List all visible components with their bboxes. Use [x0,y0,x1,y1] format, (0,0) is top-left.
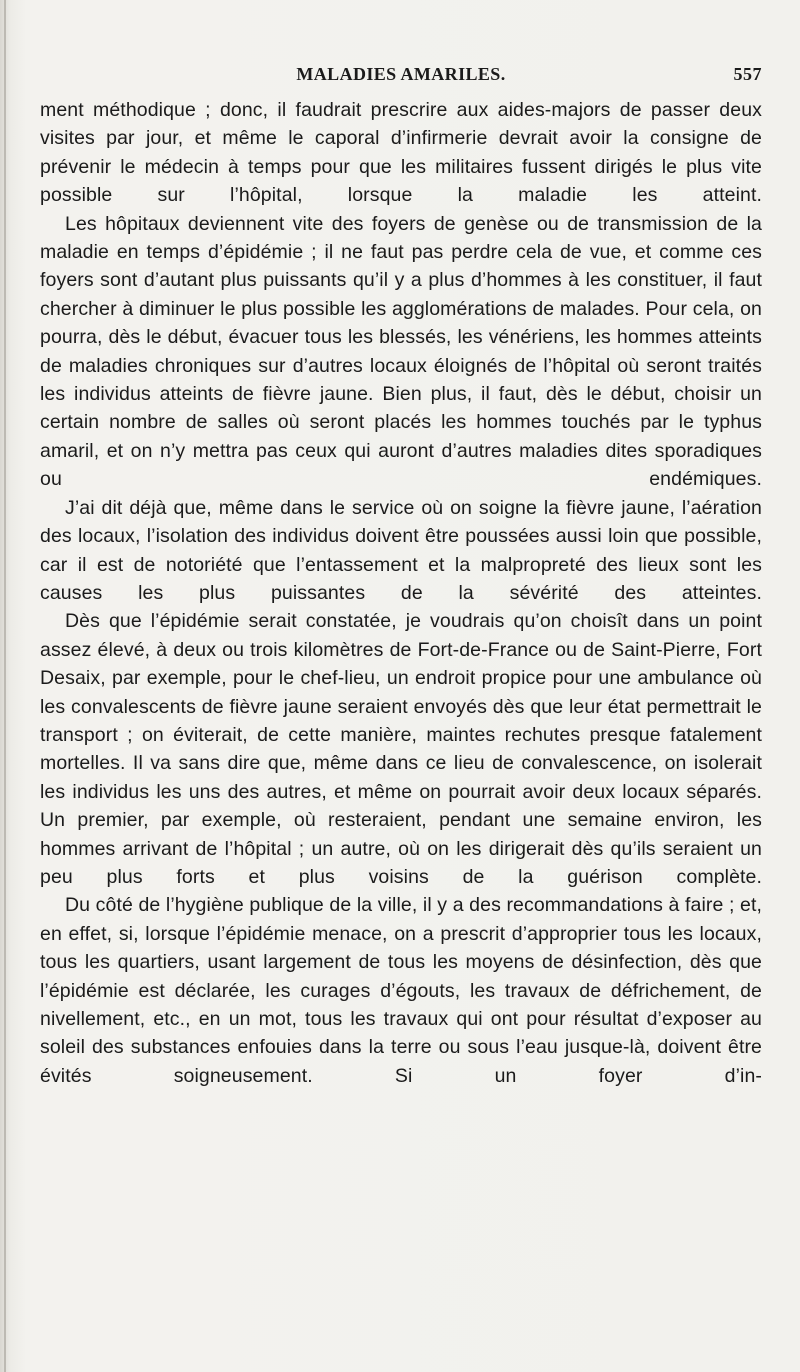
paragraph-1: ment méthodique ; donc, il faudrait prescrire aux aides-majors de passer deux visites par jour, et même le caporal d’infirmerie devrait avoir la consigne de prévenir le médecin à temps pour que les militaires fussent dirigés le plus vite possible sur l’hôpital, lorsque la maladie les atteint. [40,99,762,207]
running-header [40,62,762,86]
page-spine-shadow [4,0,6,1372]
paragraph-4: Dès que l’épidémie serait constatée, je voudrais qu’on choisît dans un point assez élevé, à deux ou trois kilomètres de Fort-de-France ou de Saint-Pierre, Fort Desaix, par exemple, pour le chef-lieu, un endroit propice pour une ambulance où les convalescents de fièvre jaune seraient envoyés dès que leur état permettrait le transport ; on éviterait, de cette manière, maintes rechutes presque fatalement mortelles. Il va sans dire que, même dans ce lieu de convalescence, on isolerait les individus les uns des autres, et même on pourrait avoir deux locaux séparés. Un premier, par exemple, où resteraient, pendant une semaine environ, les hommes arrivant de l’hôpital ; un autre, où on les dirigerait dès qu’ils seraient un peu plus forts et plus voisins de la guérison complète. [40,610,762,888]
paragraph-3: J’ai dit déjà que, même dans le service où on soigne la fièvre jaune, l’aération des locaux, l’isolation des individus doivent être poussées aussi loin que possible, car il est de notoriété que l’entassement et la malpropreté des lieux sont les causes les plus puissantes de la sévérité des atteintes. [40,496,762,604]
body-text [40,96,762,1090]
running-title: MALADIES AMARILES. [296,64,506,84]
paragraph-5: Du côté de l’hygiène publique de la ville, il y a des recommandations à faire ; et, en effet, si, lorsque l’épidémie menace, on a prescrit d’approprier tous les locaux, tous les quartiers, usant largement de tous les moyens de désinfection, dès que l’épidémie est déclarée, les curages d’égouts, les travaux de défrichement, de nivellement, etc., en un mot, tous les travaux qui ont pour résultat d’exposer au soleil des substances enfouies dans la terre ou sous l’eau jusque-là, doivent être évités soigneusement. Si un foyer d’in- [40,894,762,1087]
paragraph-2: Les hôpitaux deviennent vite des foyers de genèse ou de transmission de la maladie en temps d’épidémie ; il ne faut pas perdre cela de vue, et comme ces foyers sont d’autant plus puissants qu’il y a plus d’hommes à les constituer, il faut chercher à diminuer le plus possible les agglomérations de malades. Pour cela, on pourra, dès le début, évacuer tous les blessés, les vénériens, les hommes atteints de maladies chroniques sur d’autres locaux éloignés de l’hôpital où seront traités les individus atteints de fièvre jaune. Bien plus, il faut, dès le début, choisir un certain nombre de salles où seront placés les hommes touchés par le typhus amaril, et on n’y mettra pas ceux qui auront d’autres maladies dites sporadiques ou endémiques. [40,212,762,491]
page-number: 557 [733,64,762,84]
